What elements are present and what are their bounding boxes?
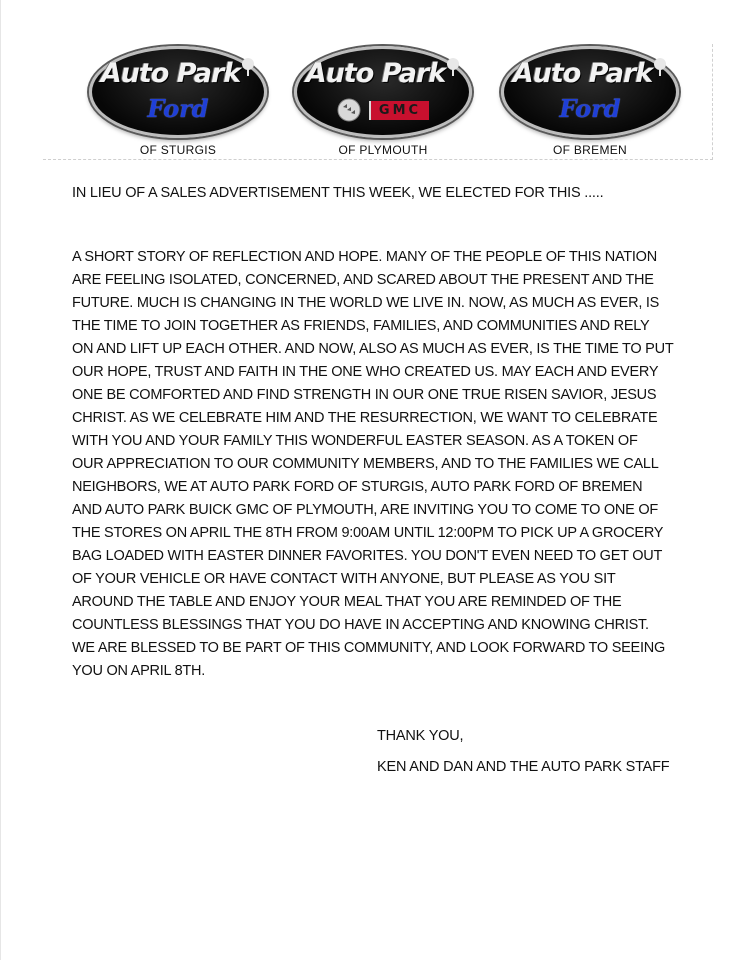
logo-location: OF STURGIS: [139, 143, 217, 157]
logo-location: OF BREMEN: [552, 143, 628, 157]
logo-gmc-plymouth: [288, 44, 478, 160]
logo-brand-text: Auto Park: [83, 58, 273, 89]
body-line: THE TIME TO JOIN TOGETHER AS FRIENDS, FAMILIES, AND COMMUNITIES AND RELY: [72, 318, 650, 334]
buick-gmc-logo: [288, 98, 478, 122]
body-line: AROUND THE TABLE AND ENJOY YOUR MEAL THAT YOU ARE REMINDED OF THE: [72, 594, 622, 610]
logo-ford-bremen: [495, 44, 685, 160]
logo-location: OF PLYMOUTH: [338, 143, 428, 157]
body-line: BAG LOADED WITH EASTER DINNER FAVORITES. YOU DON'T EVEN NEED TO GET OUT: [72, 548, 663, 564]
body-line: ONE BE COMFORTED AND FIND STRENGTH IN OUR ONE TRUE RISEN SAVIOR, JESUS: [72, 387, 657, 403]
body-line: NEIGHBORS, WE AT AUTO PARK FORD OF STURGIS, AUTO PARK FORD OF BREMEN: [72, 479, 643, 495]
letter-body: [72, 246, 692, 683]
body-line: WITH YOU AND YOUR FAMILY THIS WONDERFUL EASTER SEASON. AS A TOKEN OF: [72, 433, 638, 449]
body-line: CHRIST. AS WE CELEBRATE HIM AND THE RESURRECTION, WE WANT TO CELEBRATE: [72, 410, 658, 426]
logo-brand-text: Auto Park: [288, 58, 478, 89]
body-line: WE ARE BLESSED TO BE PART OF THIS COMMUNITY, AND LOOK FORWARD TO SEEING: [72, 640, 665, 656]
body-line: YOU ON APRIL 8TH.: [72, 663, 205, 679]
ford-script-logo: Ford: [147, 94, 209, 123]
body-line: ARE FEELING ISOLATED, CONCERNED, AND SCARED ABOUT THE PRESENT AND THE: [72, 272, 654, 288]
ford-script-logo: Ford: [559, 94, 621, 123]
buick-shield-icon: [337, 98, 361, 122]
tree-icon: [241, 58, 255, 76]
body-line: OF YOUR VEHICLE OR HAVE CONTACT WITH ANYONE, BUT PLEASE AS YOU SIT: [72, 571, 616, 587]
intro-line: IN LIEU OF A SALES ADVERTISEMENT THIS WEEK, WE ELECTED FOR THIS .....: [72, 185, 604, 201]
dealership-logo-row: [43, 44, 713, 160]
signoff-names: KEN AND DAN AND THE AUTO PARK STAFF: [377, 759, 670, 775]
body-line: ON AND LIFT UP EACH OTHER. AND NOW, ALSO AS MUCH AS EVER, IS THE TIME TO PUT: [72, 341, 674, 357]
gmc-badge: GMC: [369, 101, 429, 120]
body-line: A SHORT STORY OF REFLECTION AND HOPE. MANY OF THE PEOPLE OF THIS NATION: [72, 249, 657, 265]
body-line: OUR APPRECIATION TO OUR COMMUNITY MEMBERS, AND TO THE FAMILIES WE CALL: [72, 456, 659, 472]
tree-icon: [653, 58, 667, 76]
signoff-thanks: THANK YOU,: [377, 728, 464, 744]
body-line: AND AUTO PARK BUICK GMC OF PLYMOUTH, ARE INVITING YOU TO COME TO ONE OF: [72, 502, 658, 518]
body-line: FUTURE. MUCH IS CHANGING IN THE WORLD WE LIVE IN. NOW, AS MUCH AS EVER, IS: [72, 295, 660, 311]
signoff: [377, 721, 669, 783]
logo-ford-sturgis: [83, 44, 273, 160]
body-line: COUNTLESS BLESSINGS THAT YOU DO HAVE IN ACCEPTING AND KNOWING CHRIST.: [72, 617, 649, 633]
body-line: OUR HOPE, TRUST AND FAITH IN THE ONE WHO CREATED US. MAY EACH AND EVERY: [72, 364, 659, 380]
body-line: THE STORES ON APRIL THE 8TH FROM 9:00AM UNTIL 12:00PM TO PICK UP A GROCERY: [72, 525, 664, 541]
logo-brand-text: Auto Park: [495, 58, 685, 89]
tree-icon: [446, 58, 460, 76]
